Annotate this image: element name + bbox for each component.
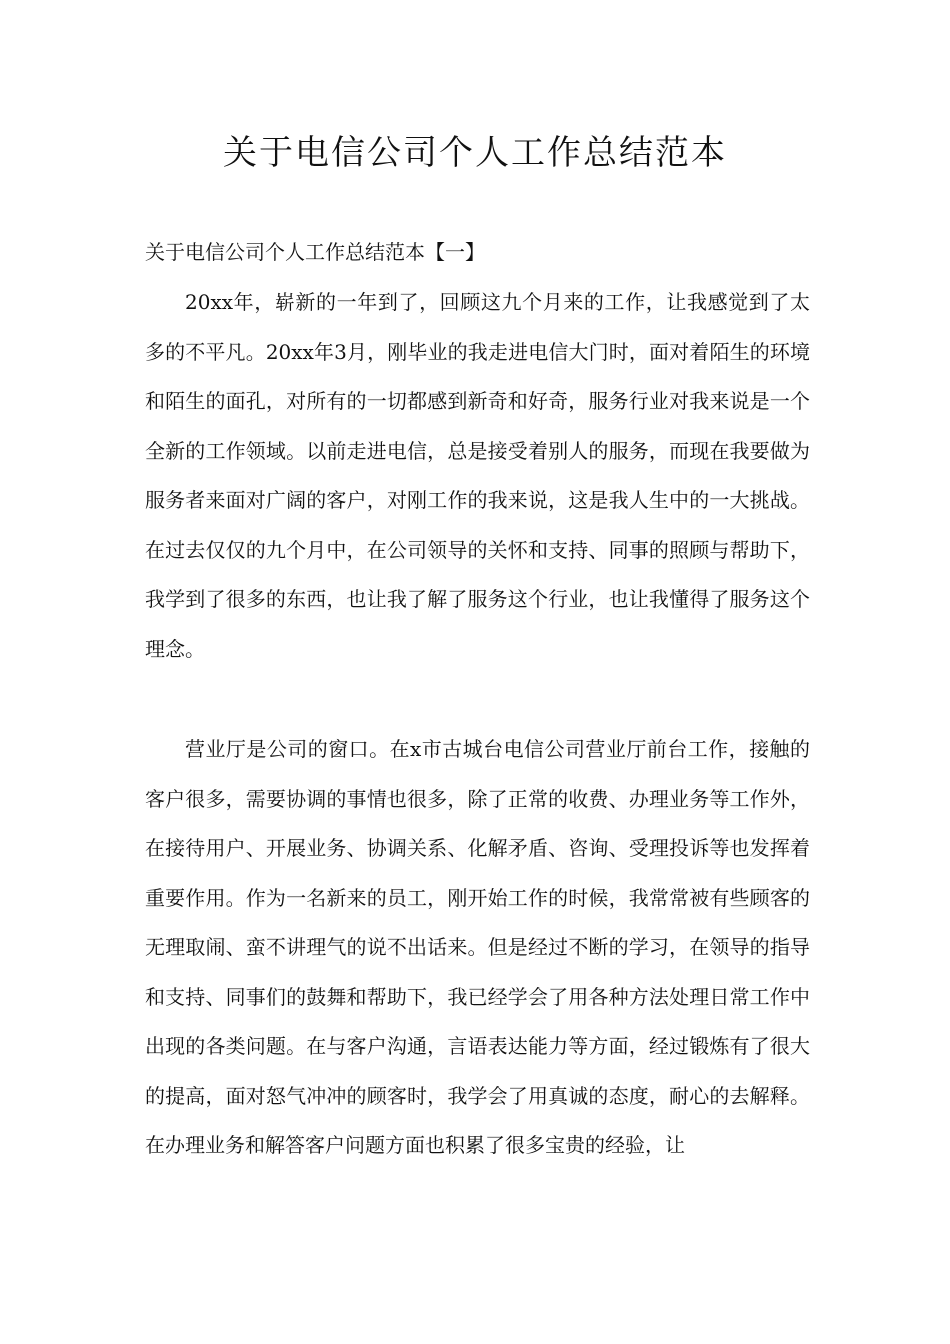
body-paragraph-2: 营业厅是公司的窗口。在x市古城台电信公司营业厅前台工作，接触的客户很多，需要协调的事情也很多，除了正常的收费、办理业务等工作外，在接待用户、开展业务、协调关系、化解矛盾、咨询、受理投诉等也发挥着重要作用。作为一名新来的员工，刚开始工作的时候，我常常被有些顾客的无理取闹、蛮不讲理气的说不出话来。但是经过不断的学习，在领导的指导和支持、同事们的鼓舞和帮助下，我已经学会了用各种方法处理日常工作中出现的各类问题。在与客户沟通，言语表达能力等方面，经过锻炼有了很大的提高，面对怒气冲冲的顾客时，我学会了用真诚的态度，耐心的去解释。在办理业务和解答客户问题方面也积累了很多宝贵的经验，让: [145, 737, 810, 1157]
document-title: 关于电信公司个人工作总结范本: [223, 133, 727, 173]
section-heading: 关于电信公司个人工作总结范本【一】: [145, 240, 485, 264]
body-paragraph-1: 20xx年，崭新的一年到了，回顾这九个月来的工作，让我感觉到了太多的不平凡。20xx年3月，刚毕业的我走进电信大门时，面对着陌生的环境和陌生的面孔，对所有的一切都感到新奇和好奇，服务行业对我来说是一个全新的工作领域。以前走进电信，总是接受着别人的服务，而现在我要做为服务者来面对广阔的客户，对刚工作的我来说，这是我人生中的一大挑战。在过去仅仅的九个月中，在公司领导的关怀和支持、同事的照顾与帮助下，我学到了很多的东西，也让我了解了服务这个行业，也让我懂得了服务这个理念。: [145, 290, 810, 661]
